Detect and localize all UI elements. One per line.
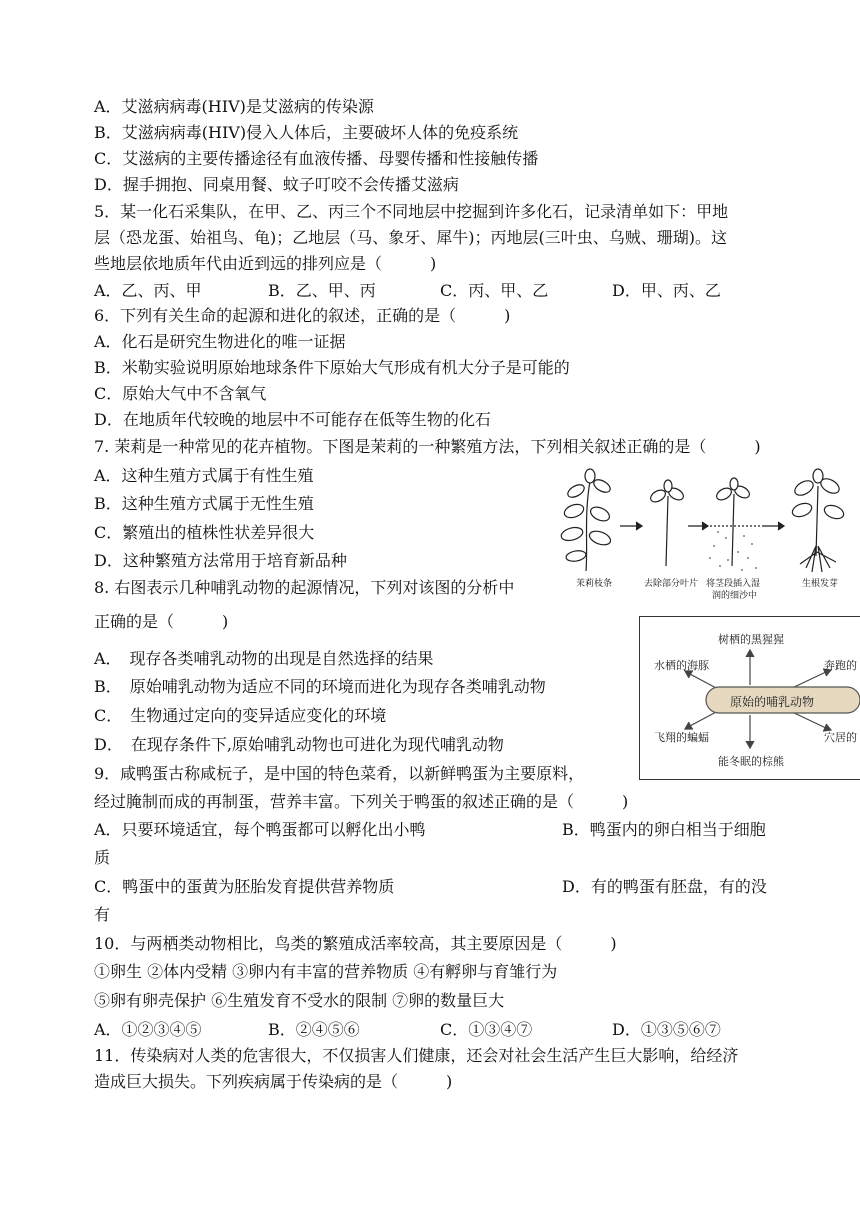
q7-option-b: B．这种生殖方式属于无性生殖 — [94, 494, 314, 513]
diagram-upper-right-label: 奔跑的 — [824, 659, 857, 672]
q4-option-d: D．握手拥抱、同桌用餐、蚊子叮咬不会传播艾滋病 — [94, 175, 459, 194]
q5-stem-line1: 5．某一化石采集队，在甲、乙、丙三个不同地层中挖掘到许多化石，记录清单如下：甲地 — [94, 202, 729, 221]
q10-option-b: B．②④⑤⑥ — [268, 1020, 360, 1039]
q5-option-a: A．乙、丙、甲 — [94, 281, 202, 300]
caption-jasmine-branch: 茉莉枝条 — [576, 579, 613, 589]
q9-option-b-cont: 质 — [94, 848, 111, 867]
q8-stem-line2: 正确的是（ ) — [94, 612, 229, 631]
q4-option-c: C．艾滋病的主要传播途径有血液传播、母婴传播和性接触传播 — [94, 149, 539, 168]
q5-option-b: B．乙、甲、丙 — [268, 281, 376, 300]
q10-option-c: C．①③④⑦ — [440, 1020, 533, 1039]
q6-stem: 6．下列有关生命的起源和进化的叙述，正确的是（ ) — [94, 306, 511, 325]
q9-option-c: C．鸭蛋中的蛋黄为胚胎发育提供营养物质 — [94, 877, 395, 896]
q5-option-d: D．甲、丙、乙 — [612, 281, 721, 300]
jasmine-cutting-illustration — [556, 466, 860, 578]
q7-option-c: C．繁殖出的植株性状差异很大 — [94, 523, 315, 542]
diagram-lower-left-label: 飞翔的蝙蝠 — [654, 731, 709, 744]
q9-option-d: D．有的鸭蛋有胚盘，有的没 — [562, 877, 767, 896]
caption-remove-leaves: 去除部分叶片 — [644, 579, 699, 589]
q5-option-c: C．丙、甲、乙 — [440, 281, 549, 300]
caption-insert-stem-2: 润的细沙中 — [712, 591, 758, 601]
q6-option-d: D．在地质年代较晚的地层中不可能存在低等生物的化石 — [94, 410, 491, 429]
q6-option-a: A．化石是研究生物进化的唯一证据 — [94, 332, 346, 351]
caption-root-sprout: 生根发芽 — [802, 579, 839, 589]
q8-option-b: B． 原始哺乳动物为适应不同的环境而进化为现存各类哺乳动物 — [94, 677, 546, 696]
q10-option-a: A．①②③④⑤ — [94, 1020, 202, 1039]
mammal-origin-diagram — [639, 616, 860, 780]
q10-stem: 10．与两栖类动物相比，鸟类的繁殖成活率较高，其主要原因是（ ) — [94, 934, 617, 953]
q10-option-d: D．①③⑤⑥⑦ — [612, 1020, 721, 1039]
q11-stem-line1: 11．传染病对人类的危害很大，不仅损害人们健康，还会对社会生活产生巨大影响，给经济 — [94, 1046, 739, 1065]
q9-option-a: A．只要环境适宜，每个鸭蛋都可以孵化出小鸭 — [94, 820, 426, 839]
q10-items-line2: ⑤卵有卵壳保护 ⑥生殖发育不受水的限制 ⑦卵的数量巨大 — [94, 991, 505, 1010]
q8-option-c: C． 生物通过定向的变异适应变化的环境 — [94, 706, 387, 725]
q6-option-c: C．原始大气中不含氧气 — [94, 384, 267, 403]
q8-option-d: D． 在现存条件下,原始哺乳动物也可进化为现代哺乳动物 — [94, 735, 504, 754]
diagram-bottom-label: 能冬眠的棕熊 — [718, 755, 784, 768]
q5-stem-line2: 层（恐龙蛋、始祖鸟、龟)；乙地层（马、象牙、犀牛)；丙地层(三叶虫、乌贼、珊瑚)。这 — [94, 228, 727, 247]
q7-option-d: D．这种繁殖方法常用于培育新品种 — [94, 551, 347, 570]
q7-option-a: A．这种生殖方式属于有性生殖 — [94, 466, 314, 485]
q7-stem: 7. 茉莉是一种常见的花卉植物。下图是茉莉的一种繁殖方法，下列相关叙述正确的是（ ) — [94, 437, 761, 456]
diagram-lower-right-label: 穴居的 — [824, 731, 857, 744]
diagram-center-label: 原始的哺乳动物 — [730, 695, 815, 709]
q4-option-a: A．艾滋病病毒(HIV)是艾滋病的传染源 — [94, 97, 374, 116]
q5-stem-line3: 些地层依地质年代由近到远的排列应是（ ) — [94, 254, 437, 273]
q11-stem-line2: 造成巨大损失。下列疾病属于传染病的是（ ) — [94, 1072, 453, 1091]
diagram-upper-left-label: 水栖的海豚 — [654, 659, 709, 672]
q9-option-b: B．鸭蛋内的卵白相当于细胞 — [562, 820, 766, 839]
diagram-top-label: 树栖的黑猩猩 — [718, 633, 784, 646]
q10-items-line1: ①卵生 ②体内受精 ③卵内有丰富的营养物质 ④有孵卵与育雏行为 — [94, 962, 558, 981]
jasmine-cutting-figure — [556, 466, 860, 606]
q8-option-a: A． 现存各类哺乳动物的出现是自然选择的结果 — [94, 649, 434, 668]
caption-insert-stem-1: 将茎段插入湿 — [706, 579, 761, 589]
q9-stem-line2: 经过腌制而成的再制蛋，营养丰富。下列关于鸭蛋的叙述正确的是（ ) — [94, 792, 629, 811]
q6-option-b: B．米勒实验说明原始地球条件下原始大气形成有机大分子是可能的 — [94, 358, 570, 377]
q9-option-d-cont: 有 — [94, 905, 111, 924]
q4-option-b: B．艾滋病病毒(HIV)侵入人体后，主要破坏人体的免疫系统 — [94, 123, 519, 142]
q9-stem-line1: 9．咸鸭蛋古称咸杬子，是中国的特色菜肴，以新鲜鸭蛋为主要原料， — [94, 764, 585, 783]
q8-stem-line1: 8. 右图表示几种哺乳动物的起源情况，下列对该图的分析中 — [94, 578, 515, 597]
